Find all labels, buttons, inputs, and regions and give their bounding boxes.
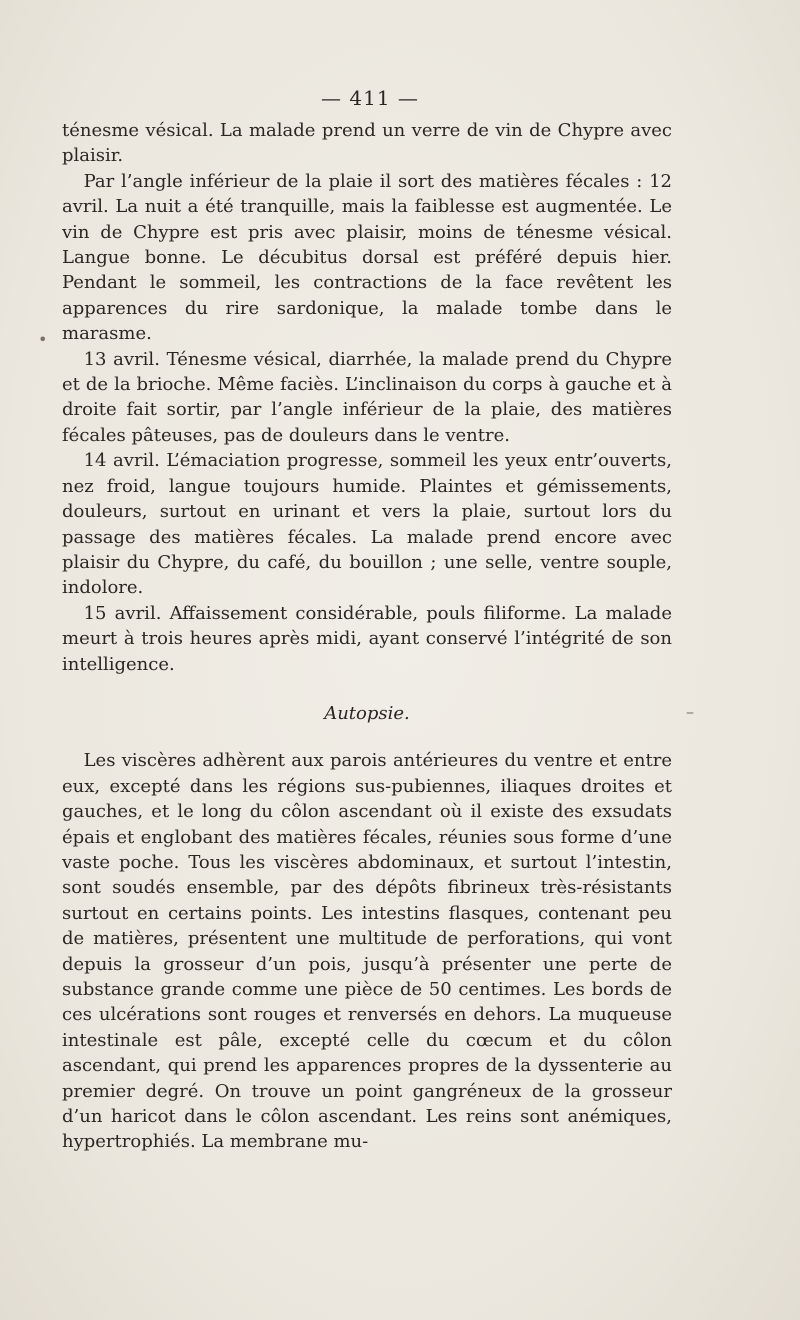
page-number: — 411 — xyxy=(321,86,419,110)
paragraph-april-15: 15 avril. Affaissement considérable, pouls filiforme. La malade meurt à trois heures après midi, ayant conservé l’intégrité de son intelligence. xyxy=(62,602,672,675)
body-text xyxy=(62,118,672,1155)
margin-mark: – xyxy=(686,702,694,721)
paragraph-continuation: ténesme vésical. La malade prend un verre de vin de Chypre avec plaisir. xyxy=(62,120,672,167)
margin-mark: • xyxy=(38,330,48,349)
paragraph-april-13: 13 avril. Ténesme vésical, diarrhée, la malade prend du Chypre et de la brioche. Même faciès. L’inclinaison du corps à gauche et à droite fait sortir, par l’angle inférieur de la plaie, des matières fécales pâteuses, pas de douleurs dans le ventre. xyxy=(62,348,672,446)
paragraph-april-14: 14 avril. L’émaciation progresse, sommeil les yeux entr’ouverts, nez froid, langue toujours humide. Plaintes et gémissements, douleurs, surtout en urinant et vers la plaie, surtout lors du passage des matières fécales. La malade prend encore avec plaisir du Chypre, du café, du bouillon ; une selle, ventre souple, indolore. xyxy=(62,450,672,599)
paragraph-autopsy: Les viscères adhèrent aux parois antérieures du ventre et entre eux, excepté dans les régions sus-pubiennes, iliaques droites et gauches, et le long du côlon ascendant où il existe des exsudats épais et englobant des matières fécales, réunies sous forme d’une vaste poche. Tous les viscères abdominaux, et surtout l’intestin, sont soudés ensemble, par des dépôts fibrineux très-résistants surtout en certains points. Les intestins flasques, contenant peu de matières, présentent une multitude de perforations, qui vont depuis la grosseur d’un pois, jusqu’à présenter une perte de substance grande comme une pièce de 50 centimes. Les bords de ces ulcérations sont rouges et renversés en dehors. La muqueuse intestinale est pâle, excepté celle du cœcum et du côlon ascendant, qui prend les apparences propres de la dyssenterie au premier degré. On trouve un point gangréneux de la grosseur d’un haricot dans le côlon ascendant. Les reins sont anémiques, hypertrophiés. La membrane mu- xyxy=(62,750,672,1153)
paragraph-fecal-matter: Par l’angle inférieur de la plaie il sort des matières fécales : 12 avril. La nuit a été tranquille, mais la faiblesse est augmentée. Le vin de Chypre est pris avec plaisir, moins de ténesme vésical. Langue bonne. Le décubitus dorsal est préféré depuis hier. Pendant le sommeil, les contractions de la face revêtent les apparences du rire sardonique, la malade tombe dans le marasme. xyxy=(62,170,672,345)
section-heading-autopsie: Autopsie. xyxy=(324,702,410,724)
